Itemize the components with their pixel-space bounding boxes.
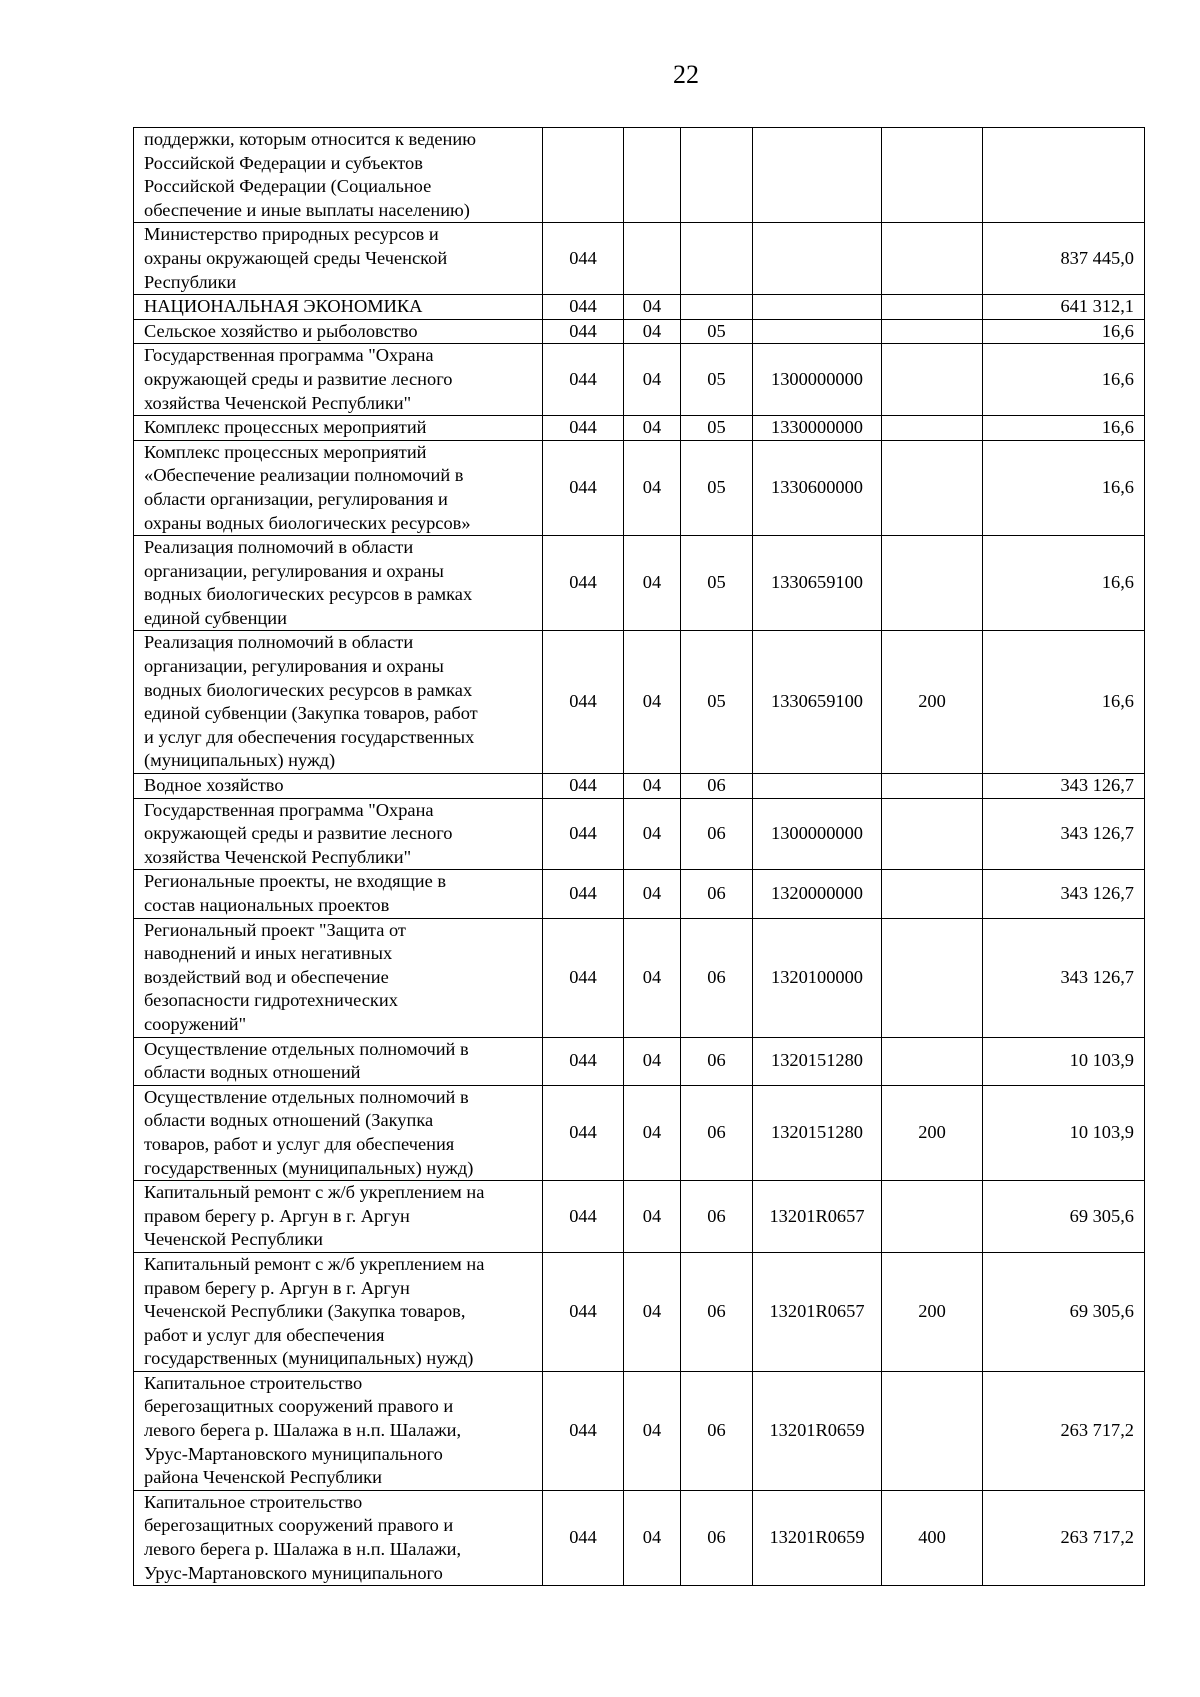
table-body xyxy=(134,128,1145,1586)
cell-sum: 16,6 xyxy=(983,319,1145,344)
cell-name: Сельское хозяйство и рыболовство xyxy=(134,319,543,344)
cell-ved: 044 xyxy=(543,319,624,344)
cell-pr: 05 xyxy=(681,631,753,774)
cell-pr: 06 xyxy=(681,1371,753,1490)
table-row xyxy=(134,440,1145,535)
cell-csr xyxy=(753,774,882,799)
cell-sum: 16,6 xyxy=(983,440,1145,535)
cell-name: Осуществление отдельных полномочий в области водных отношений xyxy=(134,1037,543,1085)
cell-ved: 044 xyxy=(543,918,624,1037)
cell-ved: 044 xyxy=(543,798,624,870)
cell-ved: 044 xyxy=(543,344,624,416)
cell-rz: 04 xyxy=(624,344,681,416)
cell-pr: 06 xyxy=(681,798,753,870)
table-row xyxy=(134,536,1145,631)
cell-sum: 16,6 xyxy=(983,631,1145,774)
cell-pr: 06 xyxy=(681,1252,753,1371)
cell-name: Осуществление отдельных полномочий в области водных отношений (Закупка товаров, работ и услуг для обеспечения государственных (муниципальных) нужд) xyxy=(134,1085,543,1180)
table-row xyxy=(134,918,1145,1037)
cell-csr: 1330600000 xyxy=(753,440,882,535)
cell-name: Региональные проекты, не входящие в состав национальных проектов xyxy=(134,870,543,918)
cell-vr xyxy=(882,295,983,320)
cell-sum: 16,6 xyxy=(983,536,1145,631)
cell-vr xyxy=(882,1037,983,1085)
cell-pr xyxy=(681,295,753,320)
cell-csr xyxy=(753,319,882,344)
cell-pr: 05 xyxy=(681,344,753,416)
cell-pr: 06 xyxy=(681,918,753,1037)
cell-sum: 641 312,1 xyxy=(983,295,1145,320)
cell-name: Реализация полномочий в области организации, регулирования и охраны водных биологических ресурсов в рамках единой субвенции (Закупка товаров, работ и услуг для обеспечения государственных (муниципальных) нужд) xyxy=(134,631,543,774)
cell-rz: 04 xyxy=(624,1490,681,1585)
cell-name: Реализация полномочий в области организации, регулирования и охраны водных биологических ресурсов в рамках единой субвенции xyxy=(134,536,543,631)
cell-rz: 04 xyxy=(624,416,681,441)
cell-rz xyxy=(624,223,681,295)
cell-name: Государственная программа "Охрана окружающей среды и развитие лесного хозяйства Чеченской Республики" xyxy=(134,798,543,870)
table-row xyxy=(134,319,1145,344)
cell-pr: 05 xyxy=(681,416,753,441)
cell-rz: 04 xyxy=(624,319,681,344)
cell-ved: 044 xyxy=(543,631,624,774)
table-row xyxy=(134,1252,1145,1371)
cell-sum: 263 717,2 xyxy=(983,1490,1145,1585)
cell-rz: 04 xyxy=(624,1085,681,1180)
cell-csr xyxy=(753,223,882,295)
cell-ved: 044 xyxy=(543,870,624,918)
cell-sum: 263 717,2 xyxy=(983,1371,1145,1490)
cell-rz: 04 xyxy=(624,1037,681,1085)
cell-rz xyxy=(624,128,681,223)
cell-csr: 13201R0657 xyxy=(753,1252,882,1371)
cell-vr xyxy=(882,319,983,344)
cell-rz: 04 xyxy=(624,918,681,1037)
cell-name: Министерство природных ресурсов и охраны окружающей среды Чеченской Республики xyxy=(134,223,543,295)
cell-sum: 10 103,9 xyxy=(983,1037,1145,1085)
cell-vr xyxy=(882,416,983,441)
cell-vr xyxy=(882,918,983,1037)
cell-vr: 200 xyxy=(882,631,983,774)
cell-ved: 044 xyxy=(543,440,624,535)
cell-ved: 044 xyxy=(543,536,624,631)
cell-name: Капитальное строительство берегозащитных сооружений правого и левого берега р. Шалажа в н.п. Шалажи, Урус-Мартановского муниципального района Чеченской Республики xyxy=(134,1371,543,1490)
cell-vr xyxy=(882,440,983,535)
cell-vr xyxy=(882,1371,983,1490)
cell-ved: 044 xyxy=(543,416,624,441)
cell-ved: 044 xyxy=(543,774,624,799)
cell-rz: 04 xyxy=(624,631,681,774)
cell-vr xyxy=(882,128,983,223)
cell-ved: 044 xyxy=(543,1371,624,1490)
cell-ved: 044 xyxy=(543,1037,624,1085)
cell-csr: 1320151280 xyxy=(753,1037,882,1085)
cell-name: Государственная программа "Охрана окружающей среды и развитие лесного хозяйства Чеченской Республики" xyxy=(134,344,543,416)
cell-vr xyxy=(882,223,983,295)
cell-vr: 200 xyxy=(882,1252,983,1371)
cell-name: Водное хозяйство xyxy=(134,774,543,799)
cell-name: Комплекс процессных мероприятий «Обеспечение реализации полномочий в области организации, регулирования и охраны водных биологических ресурсов» xyxy=(134,440,543,535)
cell-name: НАЦИОНАЛЬНАЯ ЭКОНОМИКА xyxy=(134,295,543,320)
cell-ved: 044 xyxy=(543,1181,624,1253)
cell-name: поддержки, которым относится к ведению Российской Федерации и субъектов Российской Федерации (Социальное обеспечение и иные выплаты населению) xyxy=(134,128,543,223)
cell-csr: 1330000000 xyxy=(753,416,882,441)
page-number: 22 xyxy=(673,60,699,89)
cell-pr: 06 xyxy=(681,1490,753,1585)
table-row xyxy=(134,223,1145,295)
cell-sum: 837 445,0 xyxy=(983,223,1145,295)
table-row xyxy=(134,128,1145,223)
cell-rz: 04 xyxy=(624,1371,681,1490)
cell-pr: 05 xyxy=(681,440,753,535)
table-row xyxy=(134,344,1145,416)
cell-pr: 06 xyxy=(681,1085,753,1180)
cell-rz: 04 xyxy=(624,1181,681,1253)
cell-vr: 200 xyxy=(882,1085,983,1180)
cell-vr: 400 xyxy=(882,1490,983,1585)
cell-name: Капитальный ремонт с ж/б укреплением на правом берегу р. Аргун в г. Аргун Чеченской Республики xyxy=(134,1181,543,1253)
cell-sum: 69 305,6 xyxy=(983,1181,1145,1253)
cell-csr: 13201R0659 xyxy=(753,1490,882,1585)
table-row xyxy=(134,1181,1145,1253)
cell-name: Комплекс процессных мероприятий xyxy=(134,416,543,441)
cell-name: Капитальное строительство берегозащитных сооружений правого и левого берега р. Шалажа в н.п. Шалажи, Урус-Мартановского муниципального xyxy=(134,1490,543,1585)
cell-sum: 69 305,6 xyxy=(983,1252,1145,1371)
cell-sum: 343 126,7 xyxy=(983,918,1145,1037)
cell-csr: 1330659100 xyxy=(753,536,882,631)
budget-table xyxy=(133,127,1145,1586)
table-row xyxy=(134,774,1145,799)
cell-csr: 1300000000 xyxy=(753,798,882,870)
cell-sum: 343 126,7 xyxy=(983,774,1145,799)
cell-ved: 044 xyxy=(543,1490,624,1585)
cell-pr: 06 xyxy=(681,1181,753,1253)
cell-rz: 04 xyxy=(624,798,681,870)
cell-pr: 05 xyxy=(681,319,753,344)
cell-name: Региональный проект "Защита от наводнений и иных негативных воздействий вод и обеспечение безопасности гидротехнических сооружений" xyxy=(134,918,543,1037)
cell-csr xyxy=(753,295,882,320)
cell-rz: 04 xyxy=(624,536,681,631)
cell-ved: 044 xyxy=(543,1252,624,1371)
cell-vr xyxy=(882,798,983,870)
table-row xyxy=(134,631,1145,774)
cell-sum: 343 126,7 xyxy=(983,870,1145,918)
table-row xyxy=(134,1085,1145,1180)
cell-pr: 05 xyxy=(681,536,753,631)
cell-vr xyxy=(882,344,983,416)
cell-sum: 10 103,9 xyxy=(983,1085,1145,1180)
cell-ved xyxy=(543,128,624,223)
table-row xyxy=(134,870,1145,918)
cell-vr xyxy=(882,1181,983,1253)
cell-rz: 04 xyxy=(624,440,681,535)
cell-csr: 1320100000 xyxy=(753,918,882,1037)
cell-sum: 16,6 xyxy=(983,416,1145,441)
table-row xyxy=(134,295,1145,320)
table-row xyxy=(134,798,1145,870)
cell-csr: 1320151280 xyxy=(753,1085,882,1180)
cell-csr: 1320000000 xyxy=(753,870,882,918)
table-row xyxy=(134,1490,1145,1585)
cell-csr: 13201R0657 xyxy=(753,1181,882,1253)
cell-csr xyxy=(753,128,882,223)
cell-sum: 16,6 xyxy=(983,344,1145,416)
cell-sum xyxy=(983,128,1145,223)
cell-csr: 1330659100 xyxy=(753,631,882,774)
cell-pr: 06 xyxy=(681,1037,753,1085)
table-row xyxy=(134,1037,1145,1085)
cell-rz: 04 xyxy=(624,774,681,799)
cell-csr: 1300000000 xyxy=(753,344,882,416)
cell-rz: 04 xyxy=(624,295,681,320)
table-row xyxy=(134,1371,1145,1490)
cell-pr: 06 xyxy=(681,870,753,918)
cell-name: Капитальный ремонт с ж/б укреплением на правом берегу р. Аргун в г. Аргун Чеченской Республики (Закупка товаров, работ и услуг для обеспечения государственных (муниципальных) нужд) xyxy=(134,1252,543,1371)
cell-vr xyxy=(882,870,983,918)
cell-pr xyxy=(681,223,753,295)
cell-ved: 044 xyxy=(543,223,624,295)
cell-vr xyxy=(882,536,983,631)
cell-csr: 13201R0659 xyxy=(753,1371,882,1490)
cell-pr xyxy=(681,128,753,223)
cell-ved: 044 xyxy=(543,295,624,320)
cell-vr xyxy=(882,774,983,799)
table-row xyxy=(134,416,1145,441)
cell-rz: 04 xyxy=(624,1252,681,1371)
cell-ved: 044 xyxy=(543,1085,624,1180)
cell-rz: 04 xyxy=(624,870,681,918)
cell-sum: 343 126,7 xyxy=(983,798,1145,870)
cell-pr: 06 xyxy=(681,774,753,799)
